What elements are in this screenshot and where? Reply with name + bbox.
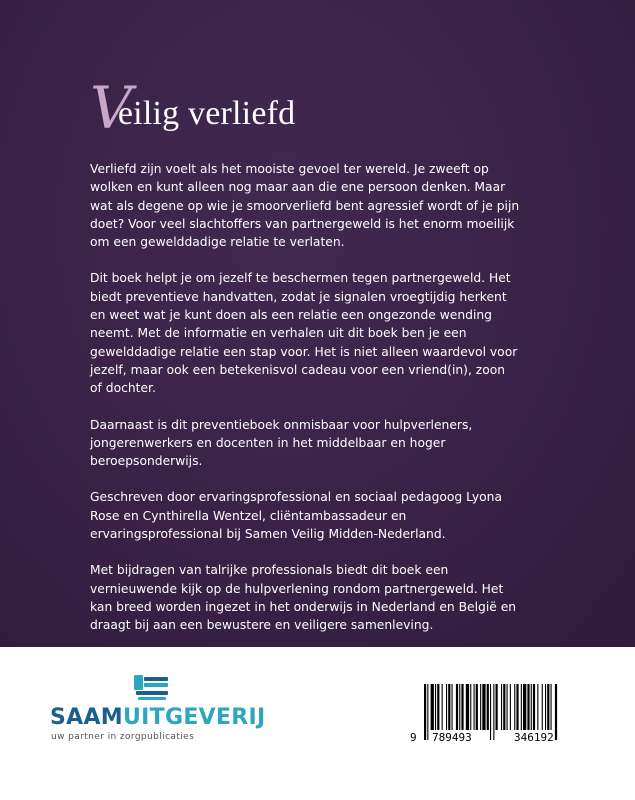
barcode-bar <box>435 684 436 730</box>
isbn-group-right: 346192 <box>514 731 554 744</box>
barcode-bar <box>507 684 508 730</box>
title-initial: V <box>90 74 132 142</box>
barcode-bar <box>555 684 557 740</box>
publisher-logo <box>50 673 270 773</box>
blurb-paragraph-3: Daarnaast is dit preventieboek onmisbaar voor hulpverleners, jongerenwerkers en docenten in het middelbaar en hoger beroepsonderwijs. <box>90 417 473 469</box>
barcode-bar <box>527 684 529 730</box>
barcode-bar <box>523 684 526 730</box>
barcode-bar <box>510 684 511 730</box>
barcode-bar <box>456 684 458 730</box>
barcode-bar <box>459 684 460 730</box>
barcode-bar <box>521 684 522 730</box>
blurb-paragraph-2: Dit boek helpt je om jezelf te beschermen tegen partnergeweld. Het biedt preventieve handvatten, zodat je signalen vroegtijdig herkent en weet wat je kunt doen als een relatie een ongezonde wending neemt. Met de informatie en verhalen uit dit boek ben je een gewelddadige relatie een stap voor. Het is niet alleen waardevol voor jezelf, maar ook een betekenisvol cadeau voor een vriend(in), zoon of dochter. <box>90 271 518 396</box>
isbn-digit-first: 9 <box>410 731 417 744</box>
publisher-tagline: uw partner in zorgpublicaties <box>51 732 195 742</box>
barcode-bar <box>516 684 518 730</box>
barcode-bar <box>493 684 494 740</box>
barcode-bar <box>551 684 552 730</box>
barcode-bar <box>496 684 498 730</box>
title-rest: eilig verliefd <box>117 95 296 132</box>
isbn-digits <box>410 731 554 796</box>
blurb-paragraph-5: Met bijdragen van talrijke professionals biedt dit boek een vernieuwende kijk op de hulpverlening rondom partnergeweld. Het kan breed worden ingezet in het onderwijs in Nederland en België en draagt bij aan een bewustere en veiligere samenleving. <box>90 563 517 633</box>
barcode-bar <box>514 684 515 730</box>
barcode-bar <box>487 684 489 730</box>
barcode-bar <box>501 684 502 730</box>
publisher-name-part2: UITGEVERIJ <box>123 705 266 730</box>
book-title <box>90 74 295 142</box>
barcode-bar <box>437 684 439 730</box>
barcode-bar <box>474 684 475 730</box>
barcode-bar <box>503 684 505 730</box>
barcode-bar <box>533 684 535 730</box>
barcode-bar <box>466 684 469 730</box>
book-stack-icon <box>132 673 172 703</box>
barcode-bar <box>461 684 463 730</box>
barcode-bar <box>452 684 453 730</box>
barcode-bar <box>531 684 532 730</box>
publisher-strip <box>0 647 635 800</box>
barcode-bar <box>545 684 546 730</box>
barcode-bar <box>470 684 471 730</box>
barcode-bar <box>547 684 549 730</box>
barcode-bar <box>482 684 485 730</box>
blurb-paragraph-4: Geschreven door ervaringsprofessional en sociaal pedagoog Lyona Rose en Cynthirella Wentzel, cliëntambassadeur en ervaringsprofessional bij Samen Veilig Midden-Nederland. <box>90 490 502 542</box>
barcode-bar <box>446 684 447 730</box>
barcode-bar <box>431 684 434 730</box>
barcode-bar <box>448 684 450 730</box>
barcode-bar <box>442 684 443 730</box>
barcode-bar <box>476 684 478 730</box>
barcode-bar <box>537 684 538 730</box>
barcode-bar <box>490 684 491 740</box>
isbn-group-left: 789493 <box>432 731 472 744</box>
blurb <box>90 160 520 653</box>
barcode-bar <box>542 684 543 730</box>
blurb-paragraph-1: Verliefd zijn voelt als het mooiste gevoel ter wereld. Je zweeft op wolken en kunt alleen nog maar aan die ene persoon denken. Maar wat als degene op wie je smoorverliefd bent agressief wordt of je pijn doet? Voor veel slachtoffers van partnergeweld is het enorm moeilijk om een gewelddadige relatie te verlaten. <box>90 162 520 250</box>
publisher-name <box>50 705 266 730</box>
barcode-bar <box>480 684 481 730</box>
publisher-name-part1: SAAM <box>50 705 123 730</box>
